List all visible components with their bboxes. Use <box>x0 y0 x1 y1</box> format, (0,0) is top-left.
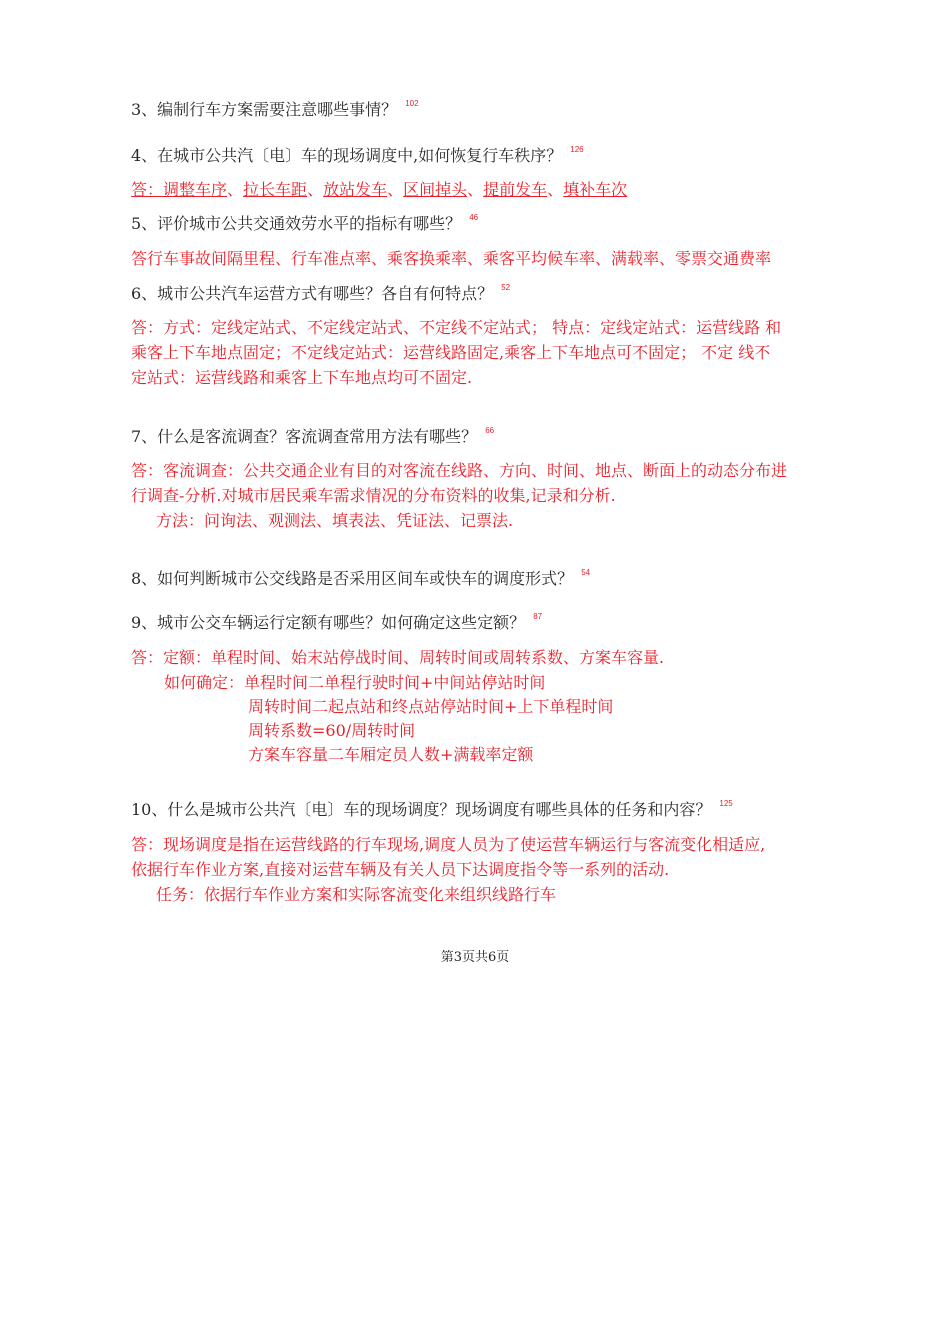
answer-5 <box>131 249 771 269</box>
answer-9-line-3: 周转时间二起点站和终点站停站时间+上下单程时间 <box>248 697 614 716</box>
question-text: 9、城市公交车辆运行定额有哪些？如何确定这些定额？ <box>131 613 526 632</box>
page-reference: 87 <box>533 612 543 621</box>
question-7 <box>131 427 494 447</box>
page-reference: 54 <box>581 568 591 577</box>
question-6 <box>131 284 510 304</box>
answer-7-methods: 方法：问询法、观测法、填表法、凭证法、记票法. <box>156 511 514 530</box>
question-4 <box>131 146 584 166</box>
separator: 、 <box>467 180 484 199</box>
answer-item: 填补车次 <box>563 180 628 199</box>
question-text: 5、评价城市公共交通效劳水平的指标有哪些？ <box>131 214 462 233</box>
answer-6-line-3: 定站式：运营线路和乘客上下车地点均可不固定. <box>131 368 473 387</box>
answer-6-line-1: 答：方式：定线定站式、不定线定站式、不定线不定站式； 特点：定线定站式：运营线路 和 <box>131 318 782 337</box>
answer-item: 提前发车 <box>483 180 548 199</box>
page-footer: 第3页共6页 <box>440 950 510 965</box>
answer-item: 放站发车 <box>323 180 388 199</box>
answer-label: 如何确定： <box>164 673 245 692</box>
question-text: 3、编制行车方案需要注意哪些事情？ <box>131 100 398 119</box>
answer-item: 区间掉头 <box>403 180 468 199</box>
answer-9-line-5: 方案车容量二车厢定员人数+满载率定额 <box>248 745 534 764</box>
answer-7-line-1: 答：客流调查：公共交通企业有目的对客流在线路、方向、时间、地点、断面上的动态分布进 <box>131 461 788 480</box>
answer-7-line-2: 行调查-分析.对城市居民乘车需求情况的分布资料的收集,记录和分析. <box>131 486 616 505</box>
answer-item: 拉长车距 <box>243 180 308 199</box>
question-9 <box>131 613 542 633</box>
answer-text: 答行车事故间隔里程、行车准点率、乘客换乘率、乘客平均候车率、满载率、零票交通费率 <box>131 249 772 268</box>
answer-item: 调整车序 <box>163 180 228 199</box>
separator: 、 <box>307 180 324 199</box>
answer-prefix: 答： <box>131 180 164 199</box>
answer-9-line-2 <box>164 673 545 693</box>
question-5 <box>131 214 478 234</box>
answer-10-line-1: 答：现场调度是指在运营线路的行车现场,调度人员为了使运营车辆运行与客流变化相适应, <box>131 835 766 854</box>
question-8 <box>131 569 590 589</box>
question-text: 10、什么是城市公共汽〔电〕车的现场调度？现场调度有哪些具体的任务和内容？ <box>131 800 712 819</box>
answer-10-task: 任务：依据行车作业方案和实际客流变化来组织线路行车 <box>156 885 557 904</box>
answer-text: 单程时间二单程行驶时间+中间站停站时间 <box>244 673 546 692</box>
separator: 、 <box>547 180 564 199</box>
page-reference: 102 <box>405 99 419 108</box>
answer-9-line-4: 周转系数=60/周转时间 <box>248 721 416 740</box>
page-reference: 66 <box>485 426 495 435</box>
question-text: 7、什么是客流调查？客流调查常用方法有哪些？ <box>131 427 478 446</box>
page-reference: 46 <box>469 213 479 222</box>
page-reference: 52 <box>501 283 511 292</box>
question-text: 4、在城市公共汽〔电〕车的现场调度中,如何恢复行车秩序？ <box>131 146 563 165</box>
question-text: 6、城市公共汽车运营方式有哪些？各自有何特点？ <box>131 284 494 303</box>
page-reference: 126 <box>570 145 584 154</box>
page-reference: 125 <box>719 799 733 808</box>
answer-6-line-2: 乘客上下车地点固定；不定线定站式：运营线路固定,乘客上下车地点可不固定； 不定 线不 <box>131 343 771 362</box>
separator: 、 <box>387 180 404 199</box>
answer-10-line-2: 依据行车作业方案,直接对运营车辆及有关人员下达调度指令等一系列的活动. <box>131 860 670 879</box>
separator: 、 <box>227 180 244 199</box>
answer-9-line-1: 答：定额：单程时间、始末站停战时间、周转时间或周转系数、方案车容量. <box>131 648 665 667</box>
question-10 <box>131 800 733 820</box>
answer-4 <box>131 180 627 200</box>
question-3 <box>131 100 419 120</box>
question-text: 8、如何判断城市公交线路是否采用区间车或快车的调度形式？ <box>131 569 574 588</box>
